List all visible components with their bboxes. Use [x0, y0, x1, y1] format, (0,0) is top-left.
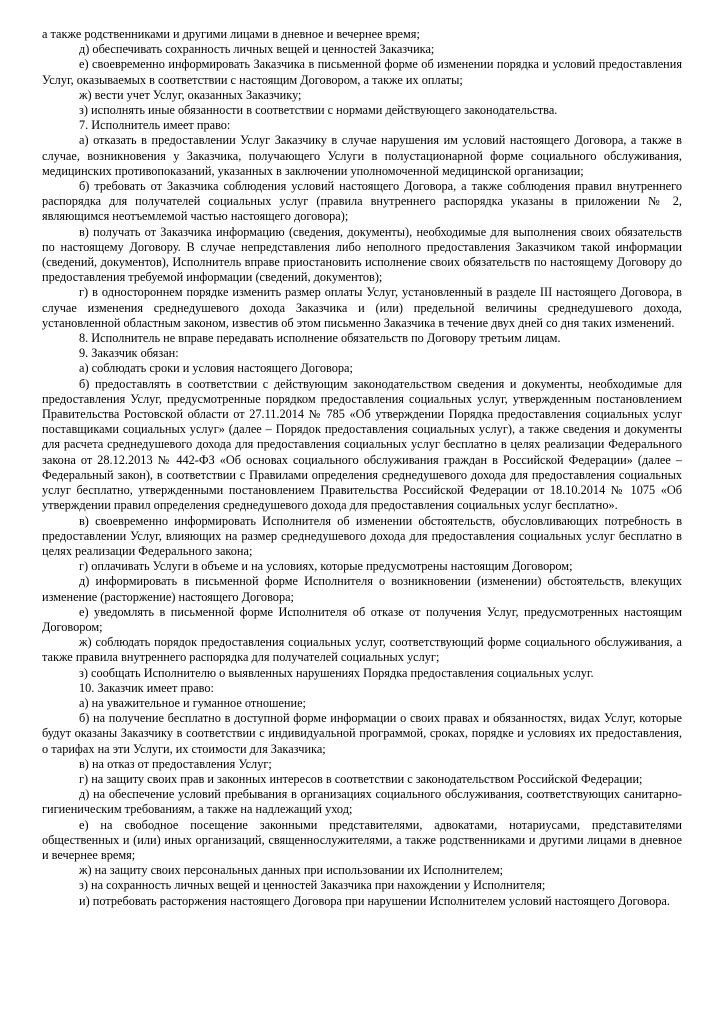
- paragraph: ж) вести учет Услуг, оказанных Заказчику;: [79, 87, 302, 102]
- paragraph: д) обеспечивать сохранность личных вещей и ценностей Заказчика;: [79, 42, 435, 57]
- paragraph: г) на защиту своих прав и законных интересов в соответствии с законодательством Российской Федерации;: [79, 771, 643, 786]
- paragraph: а) отказать в предоставлении Услуг Заказчику в случае нарушения им условий настоящего Договора, а также в случае, возникновения у Заказчика, получающего Услуги в полустационарной форме социального обслуживания, медицинских противопоказаний, указанных в заключении уполномоченной медицинской организации;: [42, 133, 682, 178]
- paragraph: з) сообщать Исполнителю о выявленных нарушениях Порядка предоставления социальных услуг.: [79, 665, 594, 680]
- paragraph: и) потребовать расторжения настоящего Договора при нарушении Исполнителем условий настоящего Договора.: [79, 893, 670, 908]
- paragraph: в) своевременно информировать Исполнителя об изменении обстоятельств, обусловливающих потребность в предоставлении Услуг, влияющих на размер среднедушевого дохода для предоставления социальных услуг бесплатно в целях реализации Федерального закона;: [42, 513, 682, 558]
- paragraph: б) на получение бесплатно в доступной форме информации о своих правах и обязанностях, видах Услуг, которые будут оказаны Заказчику в соответствии с индивидуальной программой, сроках, порядке и условиях их предоставления, о тарифах на эти Услуги, их стоимости для Заказчика;: [42, 711, 682, 756]
- paragraph: б) требовать от Заказчика соблюдения условий настоящего Договора, а также соблюдения правил внутреннего распорядка для получателей социальных услуг (правила внутреннего распорядка указаны в приложении № 2, являющимся неотъемлемой частью настоящего договора);: [42, 179, 682, 224]
- paragraph: 8. Исполнитель не вправе передавать исполнение обязательств по Договору третьим лицам.: [79, 331, 561, 346]
- paragraph: ж) соблюдать порядок предоставления социальных услуг, соответствующий форме социального обслуживания, а также правила внутреннего распорядка для получателей социальных услуг;: [42, 635, 682, 665]
- paragraph: е) уведомлять в письменной форме Исполнителя об отказе от получения Услуг, предусмотренных настоящим Договором;: [42, 604, 682, 634]
- paragraph: а также родственниками и другими лицами в дневное и вечернее время;: [42, 27, 420, 41]
- paragraph: б) предоставлять в соответствии с действующим законодательством сведения и документы, необходимые для предоставления Услуг, предусмотренные порядком предоставления социальных услуг, утвержденным постановлением Правительства Ростовской области от 27.11.2014 № 785 «Об утверждении Порядка предоставления социальных услуг поставщиками социальных услуг» (далее – Порядок предоставления социальных услуг), а также сведения и документы для расчета среднедушевого дохода для предоставления социальных услуг бесплатно в целях реализации Федерального закона от 28.12.2013 № 442-ФЗ «Об основах социального обслуживания граждан в Российской Федерации» (далее – Федеральный закон), в соответствии с Правилами определения среднедушевого дохода для предоставления социальных услуг бесплатно, утвержденными постановлением Правительства Российской Федерации от 18.10.2014 № 1075 «Об утверждении правил определения среднедушевого дохода для предоставления социальных услуг бесплатно».: [42, 376, 682, 513]
- paragraph: 9. Заказчик обязан:: [79, 346, 179, 361]
- paragraph: в) получать от Заказчика информацию (сведения, документы), необходимые для выполнения своих обязательств по настоящему Договору. В случае непредставления либо неполного предоставления Заказчиком такой информации (сведений, документов), Исполнитель вправе приостановить исполнение своих обязательств по настоящему Договору до предоставления требуемой информации (сведений, документов);: [42, 224, 682, 285]
- paragraph: з) исполнять иные обязанности в соответствии с нормами действующего законодательства.: [79, 103, 558, 118]
- paragraph: д) информировать в письменной форме Исполнителя о возникновении (изменении) обстоятельств, влекущих изменение (расторжение) настоящего Договора;: [42, 574, 682, 604]
- paragraph: а) соблюдать сроки и условия настоящего Договора;: [79, 361, 353, 376]
- paragraph: 7. Исполнитель имеет право:: [79, 118, 231, 133]
- paragraph: 10. Заказчик имеет право:: [79, 680, 214, 695]
- paragraph: г) в одностороннем порядке изменить размер оплаты Услуг, установленный в разделе III настоящего Договора, в случае изменения среднедушевого дохода Заказчика и (или) предельной величины среднедушевого дохода, установленной областным законом, известив об этом письменно Заказчика в течение двух дней со дня таких изменений.: [42, 285, 682, 330]
- paragraph: ж) на защиту своих персональных данных при использовании их Исполнителем;: [79, 863, 504, 878]
- paragraph: е) на свободное посещение законными представителями, адвокатами, нотариусами, представителями общественных и (или) иных организаций, священнослужителями, а также родственниками и другими лицами в дневное и вечернее время;: [42, 817, 682, 862]
- paragraph: д) на обеспечение условий пребывания в организациях социального обслуживания, соответствующих санитарно-гигиеническим требованиям, а также на надлежащий уход;: [42, 787, 682, 817]
- paragraph: в) на отказ от предоставления Услуг;: [79, 756, 272, 771]
- paragraph: г) оплачивать Услуги в объеме и на условиях, которые предусмотрены настоящим Договором;: [79, 559, 573, 574]
- paragraph: е) своевременно информировать Заказчика в письменной форме об изменении порядка и условий предоставления Услуг, оказываемых в соответствии с настоящим Договором, а также их оплаты;: [42, 57, 682, 87]
- paragraph: а) на уважительное и гуманное отношение;: [79, 695, 306, 710]
- paragraph: з) на сохранность личных вещей и ценностей Заказчика при нахождении у Исполнителя;: [79, 878, 546, 893]
